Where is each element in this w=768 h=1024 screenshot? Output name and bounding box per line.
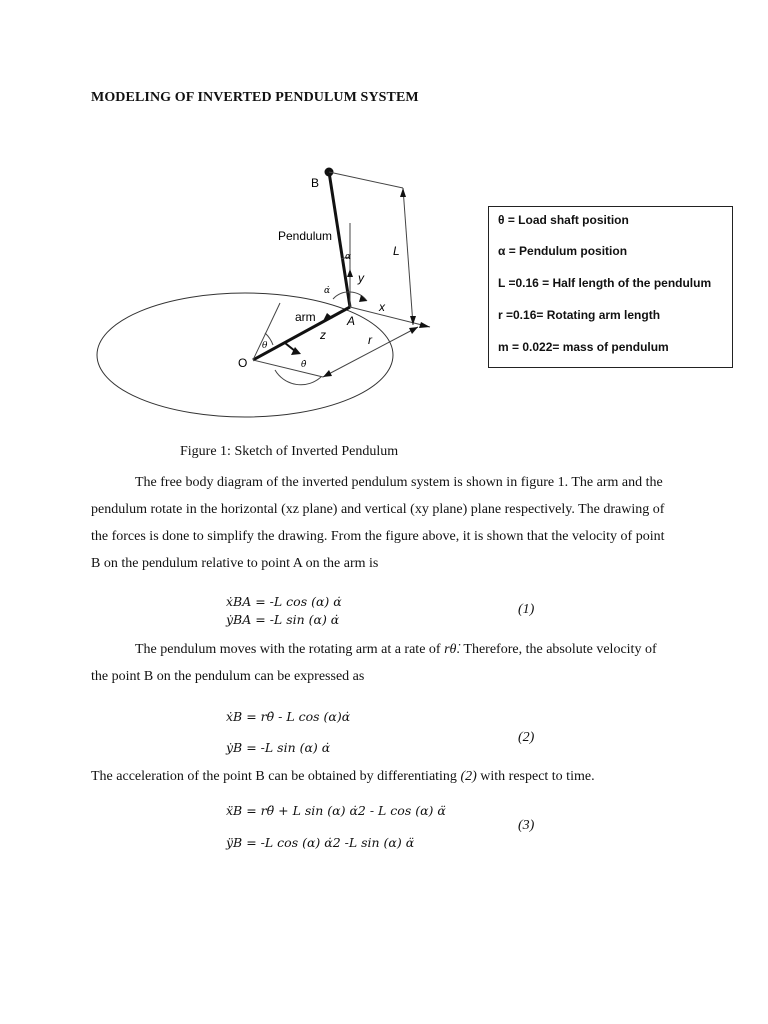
label-theta-dot: θ̇	[301, 360, 307, 370]
label-alpha-dot: α̇	[324, 286, 331, 296]
label-pendulum: Pendulum	[278, 229, 333, 243]
label-O: O	[238, 356, 248, 370]
paragraph-3-text-a: The acceleration of the point B can be obtained by differentiating	[91, 769, 461, 784]
legend-item: α = Pendulum position	[498, 244, 628, 258]
pendulum-line	[329, 172, 350, 307]
paragraph-2-text-a: The pendulum moves with the rotating arm at a rate of	[135, 642, 445, 657]
equation-1-number: (1)	[518, 602, 535, 617]
equation-2-line-1: ẋB = rθ̇ - L cos (α)α̇	[226, 709, 351, 724]
label-B: B	[311, 176, 320, 190]
legend-item: m = 0.022= mass of pendulum	[498, 340, 669, 354]
page-title: MODELING OF INVERTED PENDULUM SYSTEM	[91, 90, 419, 105]
pendulum-figure	[95, 155, 445, 435]
label-y: y	[358, 271, 364, 285]
paragraph-2-math: rθ̇	[444, 642, 457, 657]
equation-3-line-1: ẍB = rθ̈ + L sin (α) α̇2 - L cos (α) α̈	[226, 803, 446, 818]
paragraph-2	[91, 636, 671, 690]
equation-3-number: (3)	[518, 818, 535, 833]
paragraph-3-ref: (2)	[460, 769, 477, 784]
paragraph-3	[91, 763, 671, 790]
label-z: z	[320, 328, 326, 342]
legend-item: r =0.16= Rotating arm length	[498, 308, 661, 322]
equation-2-line-2: ẏB = -L sin (α) α̇	[226, 740, 331, 755]
equation-1-line-2: ẏBA = -L sin (α) α̇	[226, 612, 340, 627]
legend-item: θ = Load shaft position	[498, 213, 629, 227]
paragraph-3-text-b: with respect to time.	[476, 769, 595, 784]
label-r: r	[368, 333, 372, 347]
paragraph-1: The free body diagram of the inverted pendulum system is shown in figure 1. The arm and the pendulum rotate in the horizontal (xz plane) and vertical (xy plane) plane respectively. The drawing of the forces is done to simplify the drawing. From the figure above, it is shown that the velocity of point B on the pendulum relative to point A on the arm is	[91, 475, 665, 571]
variable-legend	[488, 206, 733, 368]
equation-3-line-2: ÿB = -L cos (α) α̇2 -L sin (α) α̈	[226, 835, 415, 850]
label-theta: θ	[262, 341, 268, 351]
label-arm: arm	[295, 310, 316, 324]
legend-item: L =0.16 = Half length of the pendulum	[498, 276, 712, 290]
label-A: A	[347, 314, 356, 328]
label-x: x	[379, 300, 385, 314]
paragraph-2-text-b: . Therefore, the absolute velocity of the point B on the pendulum can be expressed as	[91, 642, 657, 684]
label-alpha: α	[345, 252, 352, 262]
figure-caption: Figure 1: Sketch of Inverted Pendulum	[180, 444, 399, 459]
equation-2-number: (2)	[518, 730, 535, 745]
equation-1-line-1: ẋBA = -L cos (α) α̇	[226, 594, 342, 609]
label-L: L	[393, 244, 400, 258]
rotation-plane-ellipse	[97, 293, 393, 417]
